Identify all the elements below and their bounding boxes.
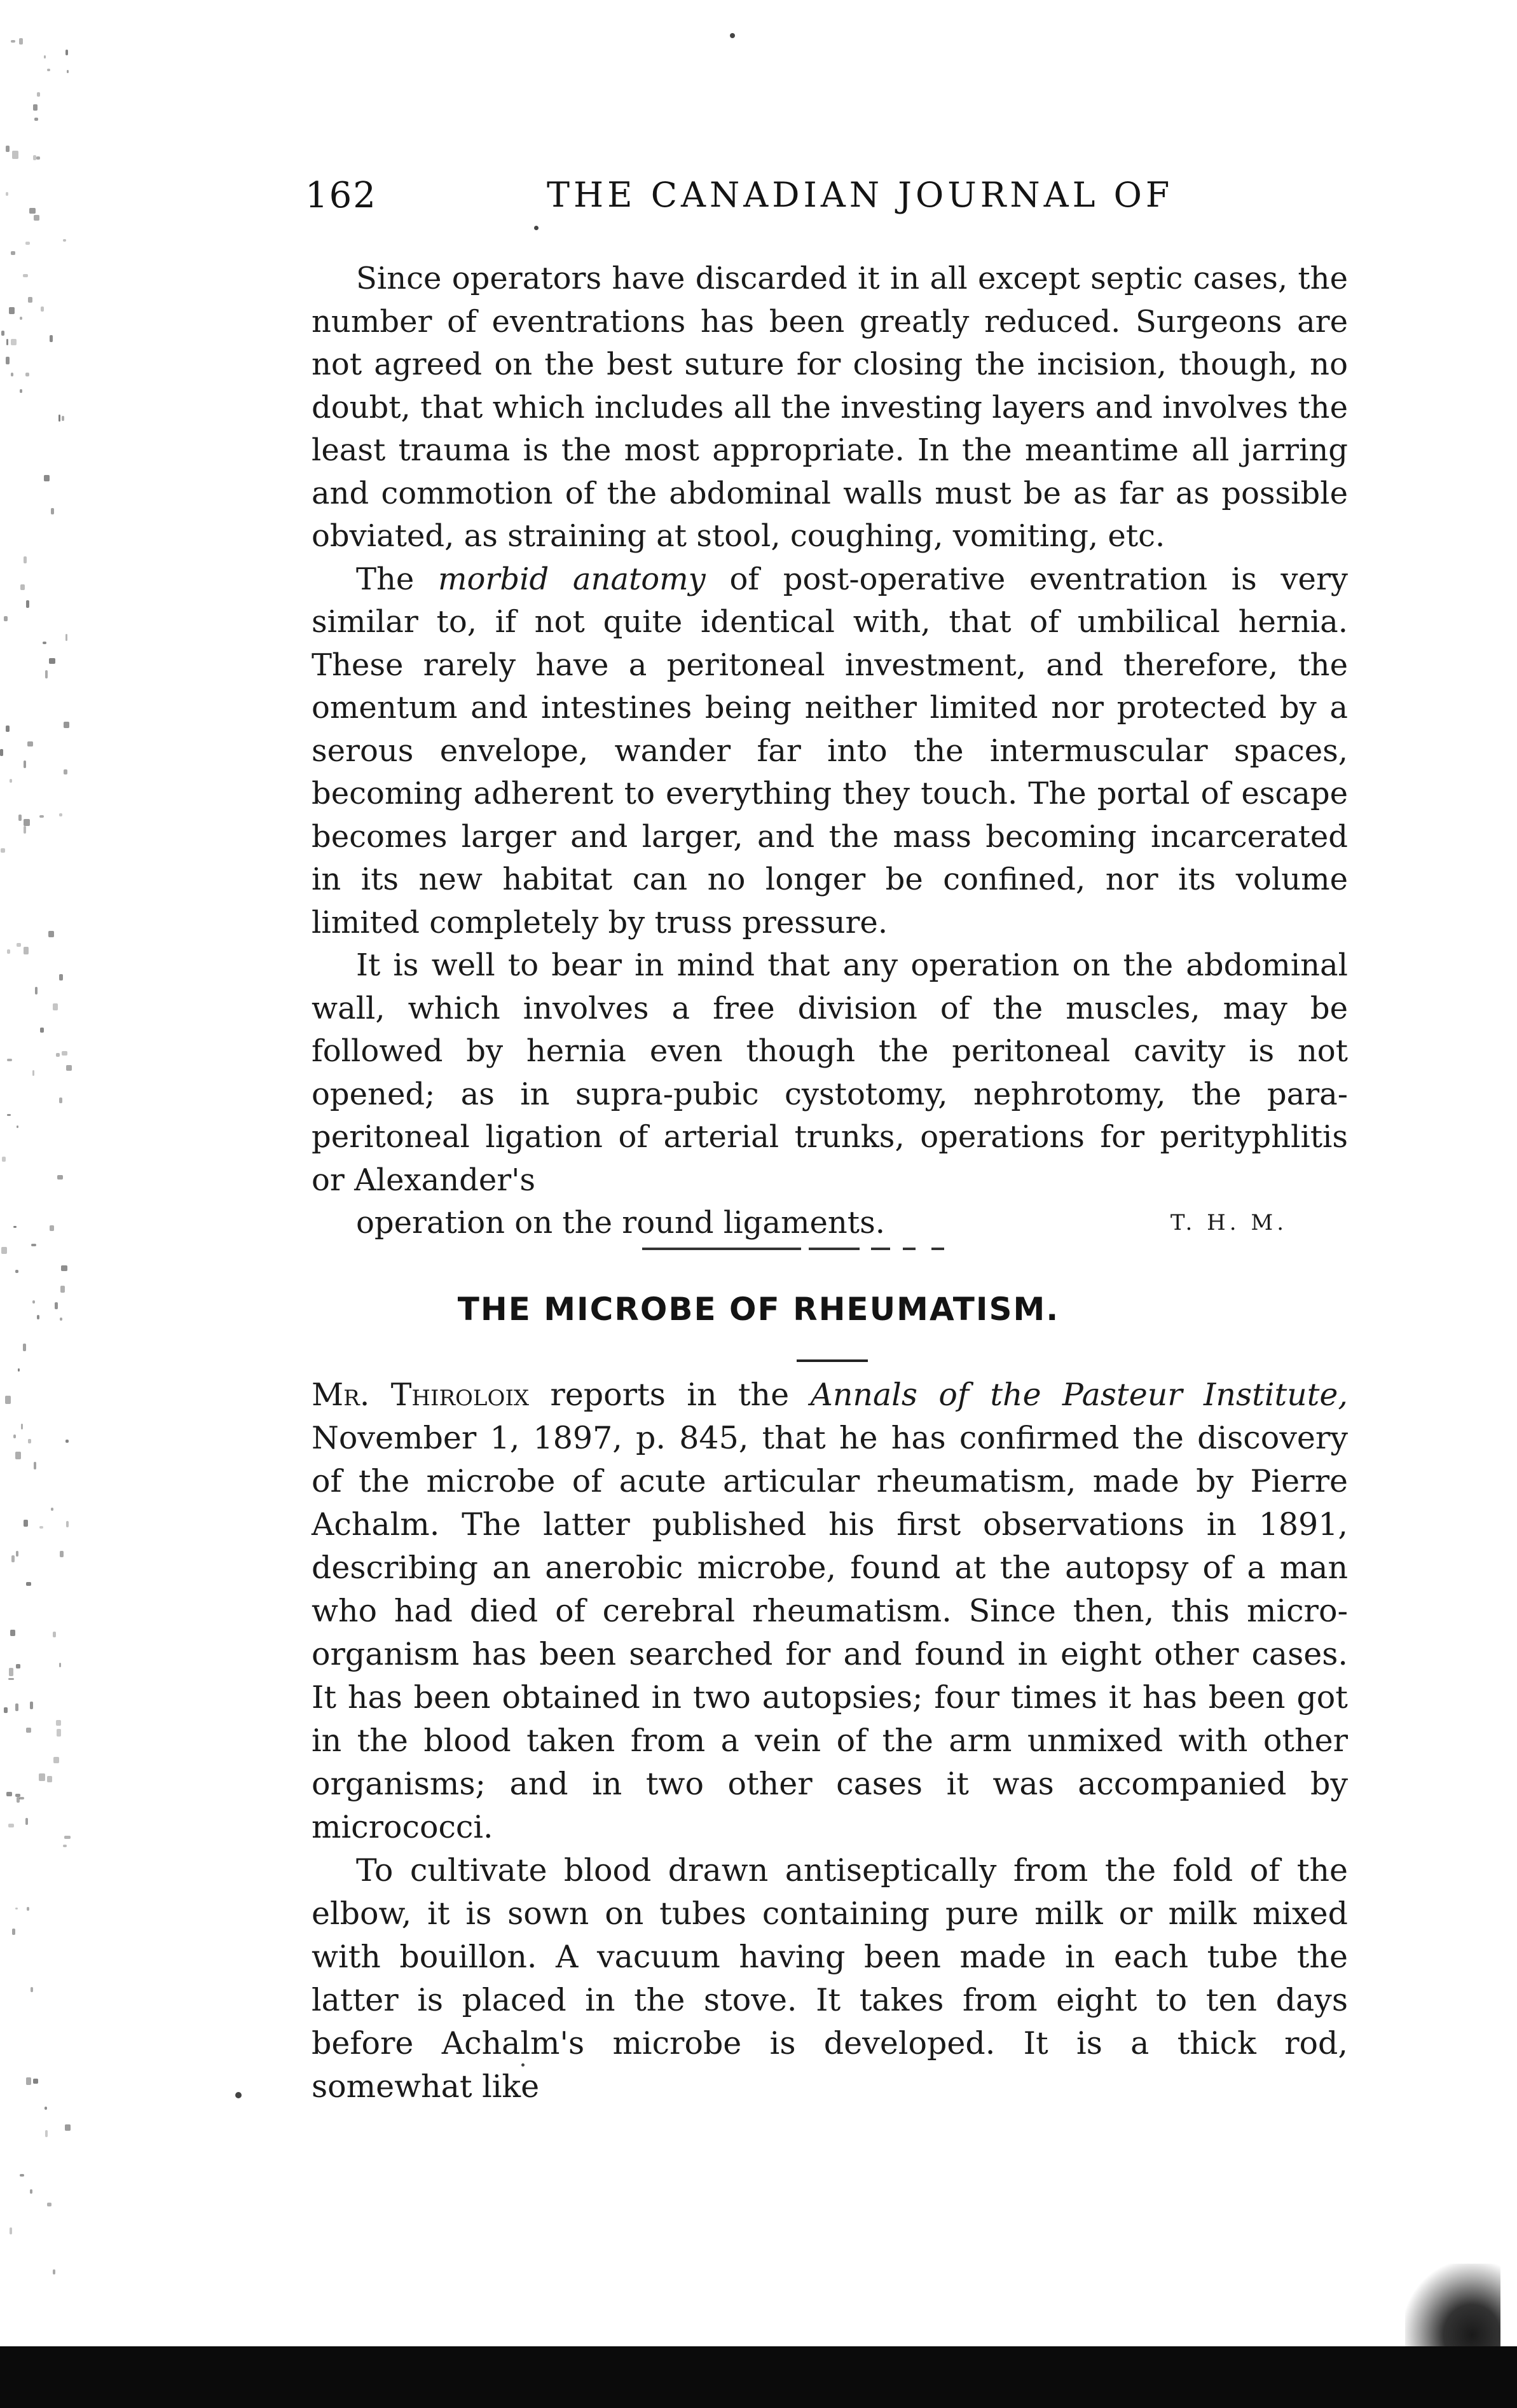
scan-speck (4, 616, 8, 621)
scan-speck (49, 658, 55, 664)
scan-speck (19, 38, 23, 45)
scan-speck (48, 931, 54, 937)
scan-speck (45, 2130, 48, 2137)
scan-speck (61, 1265, 67, 1271)
scan-speck (730, 33, 735, 38)
scan-speck (10, 779, 12, 783)
scan-speck (66, 1065, 72, 1071)
scan-speck (59, 974, 63, 980)
scan-speck (6, 357, 10, 364)
scan-speck (5, 1396, 11, 1404)
scan-speck (30, 1702, 33, 1709)
scan-speck (19, 1797, 24, 1799)
scan-speck (65, 1440, 69, 1443)
title-rule (797, 1359, 868, 1362)
paragraph: To cultivate blood drawn antiseptically from the fold of the elbow, it is sown on tubes containing pure milk or milk mixed with bouillon. A vacuum having been made in each tube the latter is placed in the stove. It takes from eight to ten days before Achalm's microbe is developed. It is a thick rod, somewhat like (312, 1852, 1348, 2105)
scan-speck (51, 508, 54, 514)
scan-speck (62, 416, 64, 421)
scan-speck (58, 415, 60, 422)
scan-speck (56, 1053, 60, 1057)
scan-speck (20, 2174, 24, 2177)
scan-speck (12, 151, 18, 159)
scan-speck (8, 1678, 14, 1680)
scan-speck (47, 2203, 51, 2206)
scan-speck (26, 2077, 31, 2085)
paragraph (312, 1373, 1348, 1849)
scan-speck (18, 1368, 20, 1372)
scan-speck (63, 239, 66, 242)
scan-speck (20, 584, 25, 590)
scan-speck (57, 1175, 63, 1180)
scan-speck (50, 1225, 54, 1231)
scan-speck (41, 306, 44, 312)
author-initials: T. H. M. (1170, 1210, 1287, 1235)
scan-speck (13, 1434, 16, 1438)
scan-speck (534, 226, 539, 230)
scan-speck (7, 949, 10, 954)
scan-speck (15, 1794, 20, 1797)
scan-speck (13, 1226, 17, 1228)
scan-speck (47, 69, 50, 71)
author-name: Mr. Thiroloix (312, 1377, 530, 1413)
scan-speck (39, 1773, 45, 1781)
scan-speck (39, 1526, 43, 1529)
scan-speck (30, 2189, 32, 2194)
article-title: THE MICROBE OF RHEUMATISM. (457, 1291, 1060, 1328)
scan-speck (50, 335, 53, 342)
scan-speck (53, 1632, 56, 1637)
scan-speck (27, 1907, 29, 1911)
scan-speck (4, 1707, 8, 1713)
continued-article-text (312, 258, 1348, 1245)
running-header (0, 175, 1517, 226)
scan-speck (59, 1097, 62, 1103)
scan-speck (26, 1728, 31, 1733)
scan-speck (9, 1668, 13, 1676)
scan-speck (6, 146, 10, 152)
scan-speck (15, 1270, 18, 1273)
scan-speck (8, 1824, 14, 1827)
scan-speck (24, 826, 26, 834)
scan-corner-smudge (1405, 2264, 1500, 2353)
scan-speck (62, 1051, 67, 1056)
scan-speck (47, 1776, 52, 1782)
scan-speck (45, 670, 48, 678)
scan-speck (33, 104, 38, 111)
scan-speck (1, 1247, 7, 1254)
scan-speck (10, 2227, 12, 2234)
scan-speck (11, 1555, 15, 1562)
scan-speck (28, 297, 32, 303)
scan-speck (1, 331, 4, 336)
scan-speck (11, 373, 13, 376)
scan-speck (39, 815, 44, 818)
scan-speck (40, 1028, 44, 1033)
scan-speck (24, 1520, 28, 1527)
scan-speck (9, 307, 15, 314)
scan-speck (65, 634, 67, 641)
scan-speck (34, 118, 38, 121)
scan-speck (7, 1114, 11, 1116)
scan-speck (44, 475, 50, 481)
scan-speck (64, 769, 67, 774)
scan-speck (35, 987, 38, 994)
scan-speck (31, 1987, 33, 1992)
scan-speck (11, 251, 15, 255)
scan-speck (12, 1929, 15, 1935)
section-separator (642, 1248, 954, 1251)
scan-speck (28, 1439, 31, 1443)
scan-speck (53, 1757, 59, 1763)
scan-speck (24, 556, 27, 563)
paragraph-last-line (312, 1202, 1348, 1245)
scan-speck (66, 1521, 69, 1527)
scan-speck (6, 339, 8, 345)
paragraph: It is well to bear in mind that any operation on the abdominal wall, which involves a free division of the muscles, may be followed by hernia even though the peritoneal cavity is not opened; as in supra-pubic cystotomy, nephrotomy, the para-peritoneal ligation of arterial trunks, operations for perityphlitis or Alexander's (312, 947, 1348, 1198)
journal-name: Annals of the Pasteur Institute, (810, 1377, 1348, 1413)
page-number: 162 (305, 175, 377, 216)
scan-speck (44, 55, 46, 58)
scan-speck (20, 317, 22, 320)
paragraph: Since operators have discarded it in all except septic cases, the number of eventrations has been greatly reduced. Surgeons are not agreed on the best suture for closing the incision, though, no doubt, that which includes all the investing layers and involves the least trauma is the most appropriate. In the meantime all jarring and commotion of the abdominal walls must be as far as possible obviated, as straining at stool, coughing, vomiting, etc. (312, 261, 1348, 554)
text-run: of post-operative eventration is very similar to, if not quite identical with, that of umbilical hernia. These rarely have a peritoneal investment, and therefore, the omentum and intestines being neither limited nor protected by a serous envelope, wander far into the intermuscular spaces, becoming adherent to everything they touch. The portal of escape becomes larger and larger, and the mass becoming incarcerated in its new habitat can no longer be confined, nor its volume limited completely by truss pressure. (312, 561, 1349, 940)
scan-speck (26, 1582, 31, 1586)
article-body (312, 1373, 1348, 2109)
scan-speck (63, 1845, 67, 1847)
scan-speck (51, 1508, 53, 1511)
scan-speck (7, 1059, 12, 1061)
scan-speck (65, 50, 68, 55)
scan-speck (20, 389, 22, 393)
scan-speck (36, 156, 40, 160)
scan-speck (0, 749, 3, 756)
scan-speck (25, 373, 29, 376)
scan-speck (16, 1551, 18, 1557)
scan-speck (15, 1703, 18, 1711)
scan-speck (31, 1244, 36, 1246)
scan-speck (32, 1070, 34, 1076)
scan-speck (64, 1836, 71, 1839)
scan-speck (57, 1729, 61, 1737)
scan-speck (65, 2124, 71, 2131)
scan-speck (53, 1003, 58, 1010)
scan-speck (10, 1630, 15, 1636)
italic-term: morbid anatomy (438, 561, 706, 597)
scan-speck (17, 943, 21, 947)
scan-speck (6, 726, 10, 732)
scan-speck (23, 274, 28, 277)
scan-edge-noise (0, 38, 76, 2302)
scan-speck (27, 741, 33, 746)
scan-speck (67, 70, 69, 73)
scan-speck (25, 1818, 28, 1825)
scan-speck (43, 642, 46, 644)
scan-speck (235, 2092, 242, 2098)
scan-speck (16, 1664, 20, 1668)
scan-speck (26, 600, 29, 608)
scan-speck (21, 1424, 23, 1429)
scan-bottom-edge (0, 2346, 1517, 2408)
text-run: reports in the (529, 1377, 811, 1413)
scan-speck (15, 1452, 21, 1459)
scan-speck (64, 722, 69, 728)
scan-speck (11, 339, 17, 345)
text-run: November 1, 1897, p. 845, that he has confirmed the discovery of the microbe of acute articular rheumatism, made by Pierre Achalm. The latter published his first observations in 1891, describing an anerobic microbe, found at the autopsy of a man who had died of cerebral rheumatism. Since then, this micro-organism has been searched for and found in eight other cases. It has been obtained in two autopsies; four times it has been got in the blood taken from a vein of the arm unmixed with other organisms; and in two other cases it was accompanied by micrococci. (312, 1420, 1348, 1845)
paragraph (312, 558, 1348, 945)
scan-speck (17, 1125, 18, 1128)
scan-speck (37, 92, 40, 97)
scan-speck (24, 819, 30, 826)
text-run: The (356, 561, 438, 597)
scan-speck (6, 1792, 12, 1796)
scan-speck (45, 2107, 47, 2110)
scan-speck (59, 813, 62, 816)
scan-speck (56, 1720, 61, 1726)
scan-speck (1, 848, 5, 853)
scan-speck (11, 40, 15, 43)
scan-speck (59, 1663, 61, 1667)
scan-speck (18, 815, 22, 821)
scan-speck (15, 1908, 18, 1909)
scan-speck (24, 760, 26, 768)
scan-speck (60, 1551, 64, 1557)
scan-speck (25, 242, 30, 245)
journal-title: THE CANADIAN JOURNAL OF (547, 175, 1174, 215)
scan-speck (2, 1157, 6, 1162)
scan-speck (33, 2079, 38, 2084)
scan-speck (17, 1797, 20, 1803)
scan-speck (24, 947, 29, 954)
text-run: operation on the round ligaments. (356, 1205, 885, 1241)
scan-speck (34, 1462, 36, 1469)
scan-speck (23, 1344, 26, 1351)
scan-speck (53, 2269, 55, 2274)
